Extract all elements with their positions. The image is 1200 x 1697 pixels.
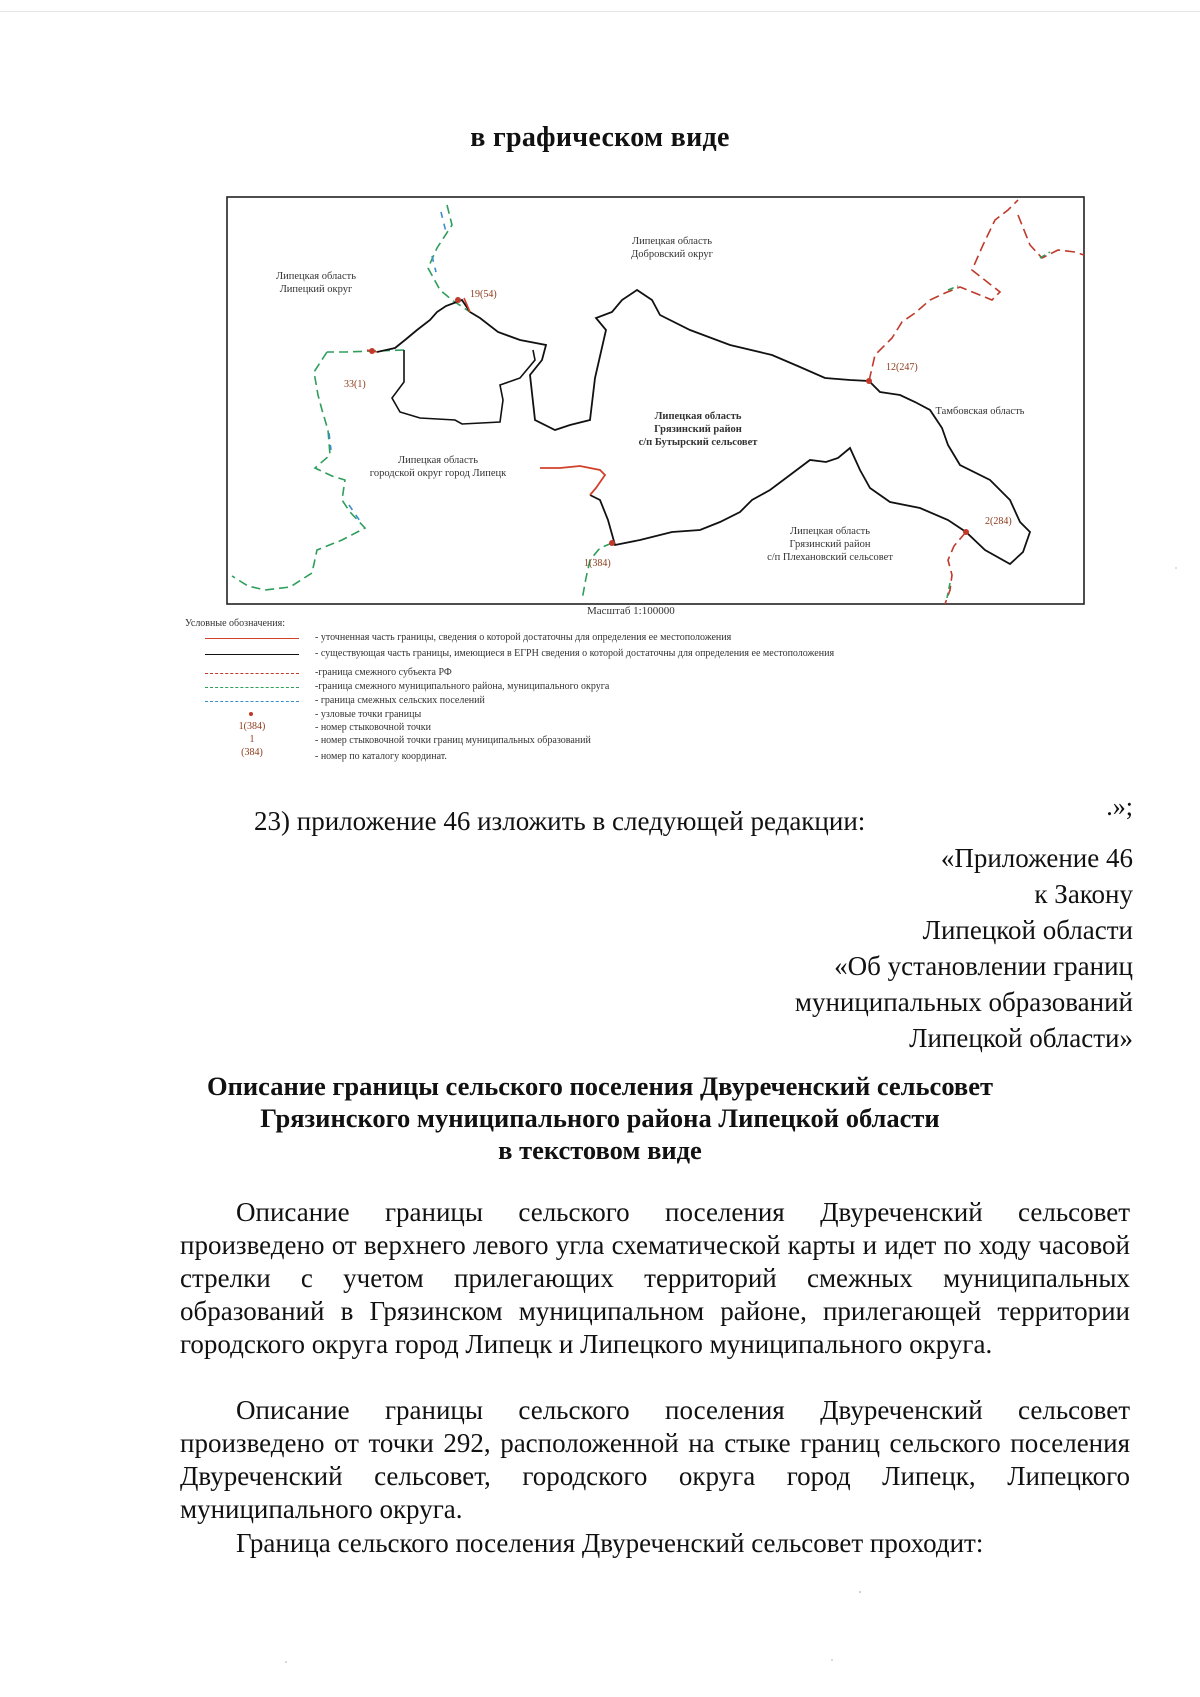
legend-text: - граница смежных сельских поселений bbox=[315, 695, 485, 706]
paragraph-2: Описание границы сельского поселения Двуреченский сельсовет произведено от точки 292, расположенной на стыке границ сельского поселения Двуреченский сельсовет, городского округа город Липецк, Липецкого муниципального округа. bbox=[180, 1395, 1130, 1524]
point-label-1-384: 1(384) bbox=[584, 558, 611, 569]
title-line: Грязинского муниципального района Липецкой области bbox=[260, 1103, 940, 1133]
legend-symbol-point-number: 1(384) bbox=[238, 721, 266, 732]
closing-quote: .»; bbox=[1106, 792, 1133, 821]
title-line: в текстовом виде bbox=[498, 1135, 702, 1165]
legend-text: -граница смежного субъекта РФ bbox=[315, 667, 452, 678]
point-label-33-1: 33(1) bbox=[344, 379, 366, 390]
point-label-2-284: 2(284) bbox=[985, 516, 1012, 527]
label-lipetsk-okrug: Липецкая область Липецкий округ bbox=[276, 271, 356, 295]
appendix-line: «Об установлении границ bbox=[834, 951, 1133, 981]
label-tambov: Тамбовская область bbox=[935, 406, 1025, 417]
label-dobrovsky: Липецкая область Добровский округ bbox=[631, 236, 713, 260]
amendment-item-23: 23) приложение 46 изложить в следующей редакции: bbox=[254, 806, 866, 836]
label-plekhanovsky: Липецкая область Грязинский район с/п Плехановский сельсовет bbox=[767, 526, 893, 563]
point-label-12-247: 12(247) bbox=[886, 362, 918, 373]
legend-symbol-catalog: (384) bbox=[241, 747, 263, 758]
appendix-line: Липецкой области bbox=[922, 915, 1133, 945]
legend-text: - узловые точки границы bbox=[315, 709, 422, 720]
appendix-line: муниципальных образований bbox=[794, 987, 1133, 1017]
legend-text: - номер стыковочной точки bbox=[315, 722, 431, 733]
legend-text: - номер стыковочной точки границ муниципальных образований bbox=[315, 735, 591, 746]
legend-title: Условные обозначения: bbox=[185, 618, 286, 629]
point-label-19-54: 19(54) bbox=[470, 289, 497, 300]
appendix-line: «Приложение 46 bbox=[940, 843, 1133, 873]
appendix-line: к Закону bbox=[1034, 879, 1133, 909]
graphic-heading: в графическом виде bbox=[470, 122, 730, 153]
legend-symbol-junction: 1 bbox=[249, 734, 255, 745]
appendix-line: Липецкой области» bbox=[909, 1023, 1133, 1053]
legend-text: - существующая часть границы, имеющиеся в ЕГРН сведения о которой достаточны для определения ее местоположения bbox=[315, 648, 835, 659]
legend-text: - уточненная часть границы, сведения о которой достаточны для определения ее местоположения bbox=[315, 632, 732, 643]
legend-text: -граница смежного муниципального района, муниципального округа bbox=[315, 681, 610, 692]
label-butyrsky: Липецкая область Грязинский район с/п Бутырский сельсовет bbox=[638, 411, 758, 448]
map-scale: Масштаб 1:100000 bbox=[587, 605, 675, 617]
label-lipetsk-city: Липецкая область городской округ город Липецк bbox=[369, 455, 507, 479]
paragraph-3: Граница сельского поселения Двуреченский сельсовет проходит: bbox=[236, 1528, 984, 1558]
title-line: Описание границы сельского поселения Двуреченский сельсовет bbox=[206, 1071, 994, 1101]
legend-text: - номер по каталогу координат. bbox=[315, 751, 447, 762]
paragraph-1: Описание границы сельского поселения Двуреченский сельсовет произведено от верхнего левого угла схематической карты и идет по ходу часовой стрелки с учетом прилегающих территорий смежных муниципальных образований в Грязинском муниципальном районе, прилегающей территории городского округа город Липецк и Липецкого муниципального округа. bbox=[180, 1197, 1130, 1359]
